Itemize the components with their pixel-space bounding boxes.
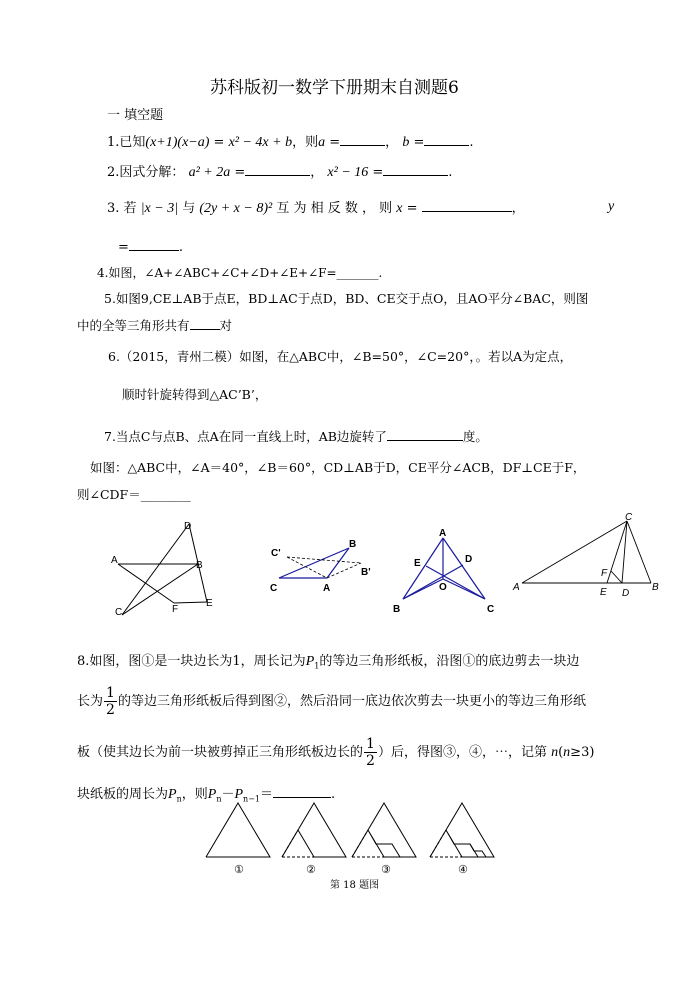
star-label-E: E <box>206 598 213 609</box>
rot-label-Bp: B' <box>361 567 371 578</box>
star-label-A: D <box>184 521 192 532</box>
star-label-F: F <box>172 604 179 615</box>
figure-caption: 第 18 题图 <box>330 880 380 891</box>
cong-label-D: D <box>465 554 473 565</box>
question-1: 1.已知(x+1)(x−a) = x² − 4x + b，则a = ， b = . <box>107 135 474 150</box>
answer-blank[interactable] <box>422 199 512 212</box>
cong-label-C: C <box>487 604 495 615</box>
question-8-line3: 板（使其边长为前一块被剪掉正三角形纸板边长的 $\frac{1}{2}$ ）后，得图③，④，⋯，记第 n(n≥3) <box>77 736 595 769</box>
rot-label-B: B <box>349 539 357 550</box>
question-5-line1: 5.如图9,CE⊥AB于点E，BD⊥AC于点D，BD、CE交于点O，且AO平分∠BAC，则图 <box>104 291 589 306</box>
cong-label-E: E <box>414 558 421 569</box>
question-6-line1: 6.（2015，青州二模）如图，在△ABC中，∠B=50°，∠C=20°，。若以A为定点， <box>108 349 573 364</box>
star-label-B: B <box>196 560 203 571</box>
cdf-label-F: F <box>601 568 608 579</box>
figure-congruent <box>390 526 500 616</box>
fraction-half: $\frac{1}{2}$ <box>366 736 375 769</box>
rot-label-C: C <box>270 583 278 594</box>
fraction-half: $\frac{1}{2}$ <box>106 685 115 718</box>
star-label-A: A <box>111 555 118 566</box>
question-5-line2: 中的全等三角形共有 对 <box>77 318 233 333</box>
question-cdf-line2: 则∠CDF＝________ <box>77 487 191 502</box>
question-cdf-line1: 如图：△ABC中，∠A＝40°，∠B＝60°，CD⊥AB于D，CE平分∠ACB，DF⊥CE于F， <box>90 460 586 475</box>
question-3: 3. 若 |x − 3| 与 (2y + x − 8)² 互 为 相 反 数 ， 则 x = ， <box>107 201 525 216</box>
cdf-label-A: A <box>513 582 520 593</box>
question-8-line4: 块纸板的周长为$P_n$，则$P_n-P_{n-1}=$ . <box>77 787 336 804</box>
section-heading: 一 填空题 <box>107 108 164 123</box>
answer-blank[interactable] <box>190 317 220 330</box>
star-label-C: C <box>115 607 123 618</box>
figure-triangles <box>200 795 510 880</box>
question-8-line2: 长为 $\frac{1}{2}$ 的等边三角形纸板后得到图②，然后沿同一底边依次剪去一块更小的等边三角形纸 <box>77 685 586 718</box>
question-6-line2: 顺时针旋转得到△AC’B’， <box>122 387 268 402</box>
figure-star <box>108 518 218 618</box>
fig-label-3: ③ <box>381 864 391 876</box>
cdf-label-B: B <box>652 582 659 593</box>
cdf-label-E: E <box>600 587 607 598</box>
fig-label-2: ② <box>306 864 316 876</box>
question-2: 2.因式分解： a² + 2a = ， x² − 16 = . <box>107 165 453 180</box>
fig-label-1: ① <box>234 864 244 876</box>
cdf-label-C: C <box>625 512 633 523</box>
fig-label-4: ④ <box>458 864 468 876</box>
question-8-line1: 8.如图，图①是一块边长为1，周长记为$P_1$的等边三角形纸板，沿图①的底边剪去一块边 <box>77 654 580 671</box>
question-7: 7.当点C与点B、点A在同一直线上时，AB边旋转了 度。 <box>104 429 488 444</box>
figure-cdf <box>508 510 688 600</box>
cong-label-O: O <box>439 582 447 593</box>
rot-label-Cp: C' <box>271 548 281 559</box>
question-3-cont: = . <box>118 240 184 255</box>
rot-label-A: A <box>323 583 331 594</box>
cong-label-B: B <box>393 604 401 615</box>
var-y: y <box>608 199 615 214</box>
page-title: 苏科版初一数学下册期末自测题6 <box>210 78 459 98</box>
question-4: 4.如图，∠A+∠ABC+∠C+∠D+∠E+∠F=_______. <box>97 266 383 280</box>
answer-blank[interactable] <box>387 428 463 441</box>
answer-blank[interactable] <box>129 238 179 251</box>
answer-blank[interactable] <box>245 163 310 176</box>
answer-blank[interactable] <box>340 133 385 146</box>
answer-blank[interactable] <box>383 163 448 176</box>
answer-blank[interactable] <box>424 133 469 146</box>
cong-label-A: A <box>439 528 447 539</box>
figure-rotation <box>265 535 385 595</box>
cdf-label-D: D <box>622 588 630 599</box>
